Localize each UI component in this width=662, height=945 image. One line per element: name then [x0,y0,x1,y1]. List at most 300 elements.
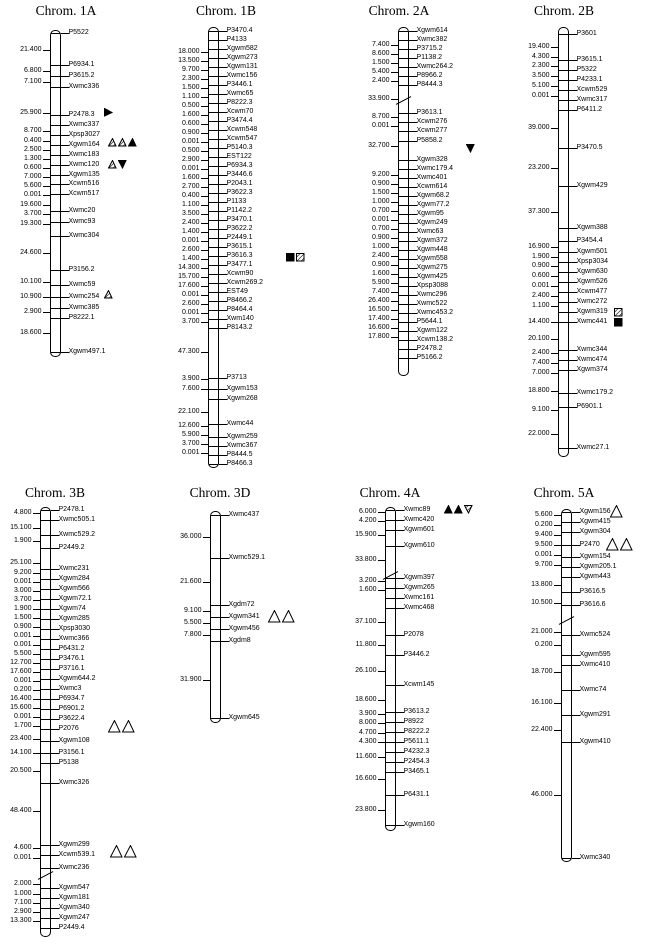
distance-label: 19.400 [528,43,550,50]
marker-label: Xwmc179.2 [576,389,614,396]
connector-line [43,282,50,283]
connector-line [33,708,40,709]
connector-line [409,31,417,32]
marker-label: P2478.3 [68,111,95,118]
connector-line [201,79,208,80]
connector-line [219,31,227,32]
locus-tick [562,532,571,533]
distance-label: 10.900 [20,293,42,300]
connector-line [378,512,385,513]
distance-label: 9.200 [13,569,32,576]
marker-label: Xgwm249 [416,219,448,226]
locus-tick [51,285,60,286]
locus-tick [562,635,571,636]
connector-line [33,513,40,514]
marker-label: P3615.1 [226,243,253,250]
marker-label: P5138 [58,759,79,766]
locus-tick [209,389,218,390]
connector-line [203,623,210,624]
distance-label: 5.100 [531,82,550,89]
marker-symbols [614,308,623,317]
distance-label: 0.001 [13,854,32,861]
connector-line [51,763,59,764]
marker-label: Xgwm160 [403,821,435,828]
connector-line [33,672,40,673]
locus-tick [209,148,218,149]
connector-line [51,619,59,620]
connector-line [391,202,398,203]
map-title: Chrom. 2B [533,3,594,18]
connector-line [396,795,404,796]
locus-tick [399,131,408,132]
locus-tick [41,753,50,754]
connector-line [409,205,417,206]
marker-label: P3613.2 [403,708,430,715]
locus-tick [209,464,218,465]
marker-label: Xgwm341 [228,613,260,620]
locus-tick [399,304,408,305]
marker-label: P5522 [68,29,89,36]
marker-label: Xwmc63 [416,228,444,235]
connector-line [219,265,227,266]
connector-line [554,535,561,536]
connector-line [51,888,59,889]
connector-line [409,340,417,341]
connector-line [219,378,227,379]
tri-filled-icon [128,138,137,147]
distance-label: 1.600 [358,586,377,593]
locus-tick [41,783,50,784]
distance-label: 1.900 [531,253,550,260]
connector-line [61,65,69,66]
marker-label: Xwmc179.4 [416,165,454,172]
locus-tick [209,193,218,194]
locus-tick [559,186,568,187]
marker-label: Xgwm74 [58,605,86,612]
distance-label: 0.900 [371,180,390,187]
distance-label: 0.001 [534,551,553,558]
distance-label: 5.900 [181,431,200,438]
connector-line [378,521,385,522]
locus-tick [562,742,571,743]
distance-label: 2.900 [13,908,32,915]
connector-line [409,178,417,179]
locus-tick [559,80,568,81]
connector-line [396,825,404,826]
locus-tick [562,858,571,859]
marker-label: Xwmc296 [416,291,448,298]
connector-line [33,582,40,583]
marker-label: Xwmc317 [576,96,608,103]
locus-tick [51,308,60,309]
distance-label: 0.001 [371,122,390,129]
locus-tick [51,184,60,185]
locus-tick [386,752,395,753]
distance-label: 0.001 [181,237,200,244]
distance-label: 5.500 [183,619,202,626]
connector-line [378,535,385,536]
connector-line [409,169,417,170]
locus-tick [209,283,218,284]
locus-tick [399,169,408,170]
locus-tick [51,165,60,166]
locus-tick [211,617,220,618]
marker-label: Xgwm259 [226,433,258,440]
connector-line [43,177,50,178]
connector-line [409,85,417,86]
connector-line [33,726,40,727]
marker-label: Xgwm443 [579,573,611,580]
connector-line [378,671,385,672]
connector-line [391,292,398,293]
distance-label: 4.300 [358,738,377,745]
locus-tick [41,619,50,620]
connector-line [201,187,208,188]
distance-label: 1.000 [371,243,390,250]
marker-label: P6431.2 [58,645,85,652]
marker-symbols [614,318,623,327]
connector-line [201,304,208,305]
connector-line [391,81,398,82]
distance-label: 0.700 [371,225,390,232]
locus-tick [559,407,568,408]
connector-line [554,525,561,526]
distance-label: 2.600 [181,300,200,307]
marker-label: Xwmc410 [579,661,611,668]
locus-tick [211,641,220,642]
distance-label: 4.800 [13,509,32,516]
connector-line [33,600,40,601]
connector-line [219,464,227,465]
connector-line [569,272,577,273]
marker-label: Xgwm131 [226,63,258,70]
locus-tick [41,888,50,889]
marker-label: Xgwm304 [579,528,611,535]
marker-symbols [444,505,473,514]
locus-tick [559,360,568,361]
marker-label: P2449.2 [58,544,85,551]
connector-line [201,196,208,197]
locus-tick [209,455,218,456]
locus-tick [399,40,408,41]
connector-line [409,214,417,215]
locus-tick [209,67,218,68]
connector-line [378,757,385,758]
locus-tick [559,100,568,101]
distance-label: 8.700 [371,113,390,120]
distance-label: 0.200 [534,521,553,528]
connector-line [219,301,227,302]
locus-tick [209,446,218,447]
distance-label: 18.700 [531,668,553,675]
distance-label: 3.200 [358,577,377,584]
connector-line [203,611,210,612]
connector-line [409,322,417,323]
connector-line [391,54,398,55]
marker-label: Xgwm328 [416,156,448,163]
connector-line [396,520,404,521]
connector-line [201,322,208,323]
connector-line [33,563,40,564]
distance-label: 1.000 [371,198,390,205]
distance-label: 21.000 [531,628,553,635]
marker-label: Xgwm95 [416,210,444,217]
marker-label: P8466.2 [226,297,253,304]
marker-label: Xgwm501 [576,248,608,255]
locus-tick [41,609,50,610]
connector-line [201,160,208,161]
map-title: Chrom. 1A [35,3,97,18]
connector-line [391,256,398,257]
distance-label: 11.800 [355,641,377,648]
connector-line [572,605,580,606]
connector-line [391,117,398,118]
distance-label: 1.600 [181,111,200,118]
marker-label: Xgwm268 [226,395,258,402]
distance-label: 9.700 [181,66,200,73]
distance-label: 12.600 [178,422,200,429]
locus-tick [386,635,395,636]
marker-label: Xgwm273 [226,54,258,61]
distance-label: 8.600 [371,50,390,57]
connector-line [51,569,59,570]
distance-label: 9.200 [371,171,390,178]
locus-tick [51,125,60,126]
marker-label: P5322 [576,66,597,73]
connector-line [551,322,558,323]
marker-label: Xgwm108 [58,737,90,744]
connector-line [378,581,385,582]
connector-line [201,214,208,215]
distance-label: 4.300 [531,53,550,60]
connector-line [201,453,208,454]
connector-line [43,159,50,160]
marker-label: Xgwm291 [579,711,611,718]
locus-tick [559,272,568,273]
connector-line [33,618,40,619]
distance-label: 3.900 [181,375,200,382]
connector-line [61,308,69,309]
locus-tick [41,599,50,600]
locus-tick [399,85,408,86]
marker-label: Xwmc420 [403,516,435,523]
connector-line [61,236,69,237]
distance-label: 1.600 [371,270,390,277]
marker-label: P5166.2 [416,354,443,361]
connector-line [201,250,208,251]
distance-label: 20.500 [10,767,32,774]
locus-tick [399,322,408,323]
distance-label: 2.700 [181,183,200,190]
connector-line [551,247,558,248]
connector-line [391,328,398,329]
locus-tick [51,297,60,298]
distance-label: 9.700 [534,561,553,568]
connector-line [203,635,210,636]
connector-line [51,855,59,856]
connector-line [219,40,227,41]
marker-label: P3616.6 [579,601,606,608]
distance-label: 0.200 [13,686,32,693]
chromosome-bar [385,507,396,831]
marker-label: Xcwm138.2 [416,336,454,343]
connector-line [219,229,227,230]
locus-tick [399,122,408,123]
marker-label: Xwmc161 [403,594,435,601]
distance-label: 0.200 [534,641,553,648]
distance-label: 3.500 [531,72,550,79]
connector-line [569,70,577,71]
connector-line [51,659,59,660]
connector-line [569,302,577,303]
locus-tick [386,546,395,547]
distance-label: 19.300 [20,220,42,227]
connector-line [551,373,558,374]
connector-line [391,274,398,275]
locus-tick [211,629,220,630]
marker-label: P1133 [226,198,247,205]
marker-label: Xwmc366 [58,635,90,642]
connector-line [219,211,227,212]
marker-symbols [610,505,623,518]
marker-label: Xwmc264.2 [416,63,454,70]
marker-label: Xwmc474 [576,356,608,363]
distance-label: 31.900 [180,676,202,683]
connector-line [51,609,59,610]
marker-label: Xgwm77.2 [416,201,450,208]
locus-tick [562,557,571,558]
marker-label: Xwmc236 [58,864,90,871]
distance-label: 21.400 [20,46,42,53]
connector-line [378,560,385,561]
tri-open-icon [108,720,121,733]
connector-line [61,297,69,298]
connector-line [409,113,417,114]
distance-label: 26.100 [355,667,377,674]
connector-line [572,567,580,568]
distance-label: 14.100 [10,749,32,756]
connector-line [572,858,580,859]
locus-tick [209,139,218,140]
marker-label: P5644.1 [416,318,443,325]
marker-label: Xgwm319 [576,308,608,315]
marker-label: Xgwm429 [576,182,608,189]
connector-line [33,645,40,646]
locus-tick [209,399,218,400]
connector-line [569,393,577,394]
connector-line [221,617,229,618]
marker-label: P8143.2 [226,324,253,331]
connector-line [219,49,227,50]
connector-line [219,424,227,425]
marker-symbols [108,160,127,169]
locus-tick [209,76,218,77]
distance-label: 7.000 [23,173,42,180]
connector-line [391,45,398,46]
marker-label: P3156.2 [68,266,95,273]
locus-tick [399,286,408,287]
locus-tick [399,196,408,197]
connector-line [396,752,404,753]
connector-line [219,130,227,131]
connector-line [572,742,580,743]
locus-tick [51,352,60,353]
locus-tick [41,589,50,590]
connector-line [33,609,40,610]
connector-line [409,67,417,68]
distance-label: 18.600 [20,329,42,336]
connector-line [396,635,404,636]
marker-symbols [466,144,475,153]
marker-label: Xwmc336 [68,83,100,90]
connector-line [219,139,227,140]
distance-label: 0.001 [181,449,200,456]
connector-line [569,360,577,361]
connector-line [43,113,50,114]
connector-line [51,928,59,929]
marker-label: P3477.1 [226,261,253,268]
marker-label: Xgwm630 [576,268,608,275]
connector-line [61,184,69,185]
marker-label: Xgwm415 [579,518,611,525]
locus-tick [209,328,218,329]
locus-tick [41,719,50,720]
connector-line [33,771,40,772]
connector-line [61,155,69,156]
locus-tick [562,605,571,606]
distance-label: 9.100 [531,406,550,413]
locus-tick [41,729,50,730]
connector-line [201,412,208,413]
distance-label: 23.800 [355,806,377,813]
map-title: Chrom. 5A [533,485,595,500]
distance-label: 15.100 [10,524,32,531]
marker-label: Xwmc524 [579,631,611,638]
marker-label: Xgwm372 [416,237,448,244]
marker-label: Xgwm614 [416,27,448,34]
distance-label: 2.400 [371,77,390,84]
locus-tick [211,515,220,516]
locus-tick [562,655,571,656]
marker-label: Xwmc304 [68,232,100,239]
distance-label: 12.700 [10,659,32,666]
connector-line [396,722,404,723]
marker-label: Xgwm275 [416,264,448,271]
marker-label: P6901.2 [58,705,85,712]
connector-line [391,220,398,221]
locus-tick [41,741,50,742]
connector-line [391,319,398,320]
marker-label: P8222.1 [68,314,95,321]
connector-line [201,389,208,390]
tri-open-icon [122,720,135,733]
locus-tick [51,194,60,195]
connector-line [391,99,398,100]
connector-line [409,131,417,132]
sq-filled-icon [286,253,295,262]
connector-line [51,535,59,536]
marker-label: Xgwm340 [58,904,90,911]
connector-line [201,106,208,107]
tri-open-icon [124,845,137,858]
connector-line [378,714,385,715]
marker-label: P8222.3 [226,99,253,106]
connector-line [554,603,561,604]
connector-line [33,811,40,812]
locus-tick [399,259,408,260]
marker-label: P3615.1 [576,56,603,63]
locus-tick [399,113,408,114]
